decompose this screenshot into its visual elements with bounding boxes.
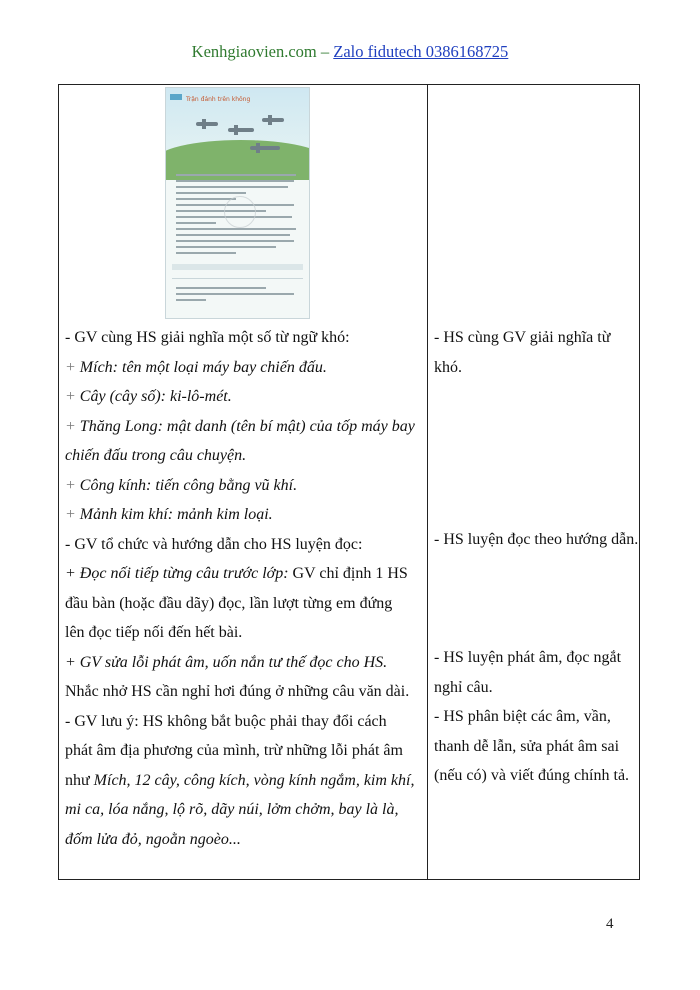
teacher-activities — [65, 323, 415, 854]
text-line — [176, 186, 288, 188]
plane-icon — [250, 146, 280, 150]
text-line — [176, 246, 276, 248]
student-response-3: - HS luyện phát âm, đọc ngắt nghỉ câu. — [434, 649, 622, 696]
page-number: 4 — [606, 916, 614, 932]
textbook-page-image — [165, 87, 310, 319]
text-line — [176, 228, 296, 230]
glossary-item: + Mảnh kim khí: mảnh kim loại. — [65, 506, 273, 523]
glossary-item: + Mích: tên một loại máy bay chiến đấu. — [65, 358, 327, 376]
plane-icon — [228, 128, 254, 132]
text-line — [176, 287, 266, 289]
text-line — [176, 240, 294, 242]
read-instruction: + Đọc nối tiếp từng câu trước lớp: GV chỉ định 1 HS đầu bàn (hoặc đầu dãy) đọc, lần lượt từng em đứng lên đọc tiếp nối đến hết bài. — [65, 565, 408, 641]
lesson-table — [58, 84, 640, 880]
textbook-logo-icon — [170, 94, 182, 100]
text-line — [176, 234, 290, 236]
student-response-4: - HS phân biệt các âm, vần, thanh dễ lẫn, sửa phát âm sai (nếu có) và viết đúng chính tả. — [434, 708, 630, 784]
text-line — [176, 299, 206, 301]
pronunciation-note: - GV lưu ý: HS không bắt buộc phải thay đổi cách phát âm địa phương của mình, trừ những lỗi phát âm như Mích, 12 cây, công kích, vòng kính ngắm, kim khí, mi ca, lóa nắng, lộ rõ, dãy núi, lởm chởm, bay là là, đốm lửa đỏ, ngoằn ngoèo... — [65, 712, 415, 848]
text-line — [176, 174, 296, 176]
student-response-1: - HS cùng GV giải nghĩa từ khó. — [434, 329, 611, 376]
header-separator: – — [320, 42, 330, 61]
student-response-2: - HS luyện đọc theo hướng dẫn. — [434, 531, 639, 548]
page-footer-bar — [172, 264, 303, 270]
page-header — [0, 42, 700, 62]
intro-line: - GV cùng HS giải nghĩa một số từ ngữ khó: — [65, 329, 350, 346]
text-line — [176, 252, 236, 254]
watermark-stamp — [224, 196, 256, 228]
site-name[interactable]: Kenhgiaovien.com — [191, 42, 317, 61]
textbook-title: Trận đánh trên không — [186, 96, 251, 103]
student-column — [428, 85, 639, 879]
organize-line: - GV tổ chức và hướng dẫn cho HS luyện đọc: — [65, 535, 363, 553]
text-line — [176, 222, 216, 224]
text-line — [176, 293, 294, 295]
fix-instruction: + GV sửa lỗi phát âm, uốn nắn tư thế đọc cho HS. Nhắc nhở HS cần nghỉ hơi đúng ở những câu văn dài. — [65, 653, 410, 700]
textbook-note-box — [172, 278, 303, 307]
glossary-item: + Công kính: tiến công bằng vũ khí. — [65, 476, 298, 494]
glossary-item: + Cây (cây số): ki-lô-mét. — [65, 388, 232, 405]
teacher-column — [59, 85, 427, 879]
text-line — [176, 192, 246, 194]
text-line — [176, 180, 294, 182]
plane-icon — [196, 122, 218, 126]
glossary-item: + Thăng Long: mật danh (tên bí mật) của tốp máy bay chiến đấu trong câu chuyện. — [65, 417, 415, 464]
contact-link[interactable]: Zalo fidutech 0386168725 — [333, 42, 509, 61]
text-line — [176, 198, 236, 200]
plane-icon — [262, 118, 284, 122]
